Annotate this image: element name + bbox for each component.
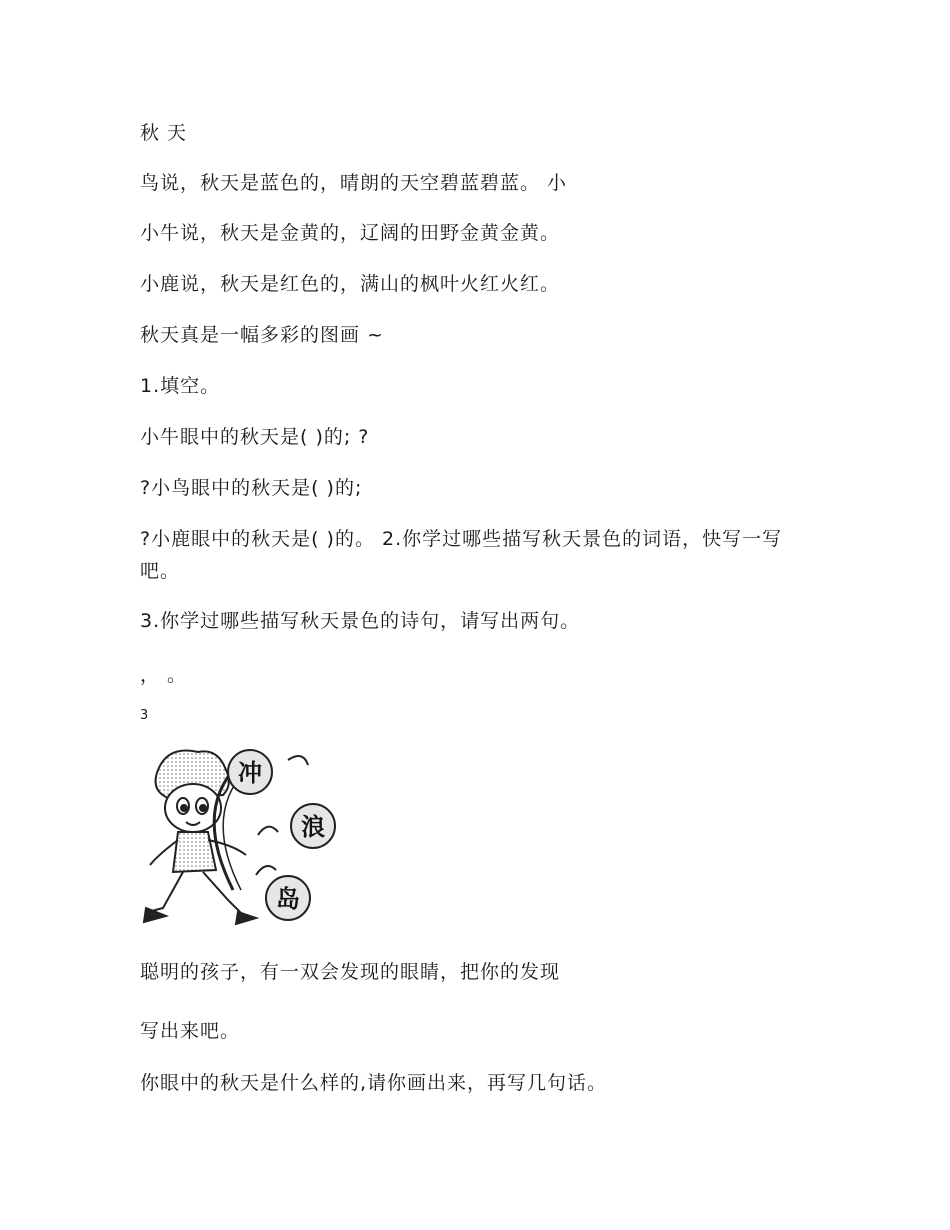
char-chong: 冲 bbox=[238, 759, 262, 787]
page-number: 3 bbox=[140, 708, 149, 723]
answer-blank-line: ， 。 bbox=[140, 664, 188, 686]
paragraph-bird: 鸟说，秋天是蓝色的，晴朗的天空碧蓝碧蓝。 小 bbox=[140, 172, 568, 194]
question-1-item-calf: 小牛眼中的秋天是( )的; ? bbox=[140, 426, 370, 448]
paragraph-conclusion: 秋天真是一幅多彩的图画 ~ bbox=[140, 324, 384, 346]
surf-island-illustration bbox=[138, 740, 338, 935]
footer-line-2: 写出来吧。 bbox=[140, 1020, 241, 1042]
footer-line-3: 你眼中的秋天是什么样的,请你画出来，再写几句话。 bbox=[140, 1072, 608, 1094]
question-3: 3.你学过哪些描写秋天景色的诗句，请写出两句。 bbox=[140, 610, 581, 632]
paragraph-calf: 小牛说，秋天是金黄的，辽阔的田野金黄金黄。 bbox=[140, 222, 561, 244]
question-1-item-bird: ?小鸟眼中的秋天是( )的; bbox=[140, 477, 363, 499]
char-lang: 浪 bbox=[301, 813, 325, 841]
question-1-item-deer-and-question-2: ?小鹿眼中的秋天是( )的。 2.你学过哪些描写秋天景色的词语，快写一写吧。 bbox=[140, 528, 783, 582]
paragraph-deer: 小鹿说，秋天是红色的，满山的枫叶火红火红。 bbox=[140, 273, 561, 295]
footer-line-1: 聪明的孩子，有一双会发现的眼睛，把你的发现 bbox=[140, 961, 561, 983]
char-dao: 岛 bbox=[276, 885, 300, 913]
question-1-heading: 1.填空。 bbox=[140, 375, 221, 397]
document-title: 秋 天 bbox=[140, 122, 188, 144]
